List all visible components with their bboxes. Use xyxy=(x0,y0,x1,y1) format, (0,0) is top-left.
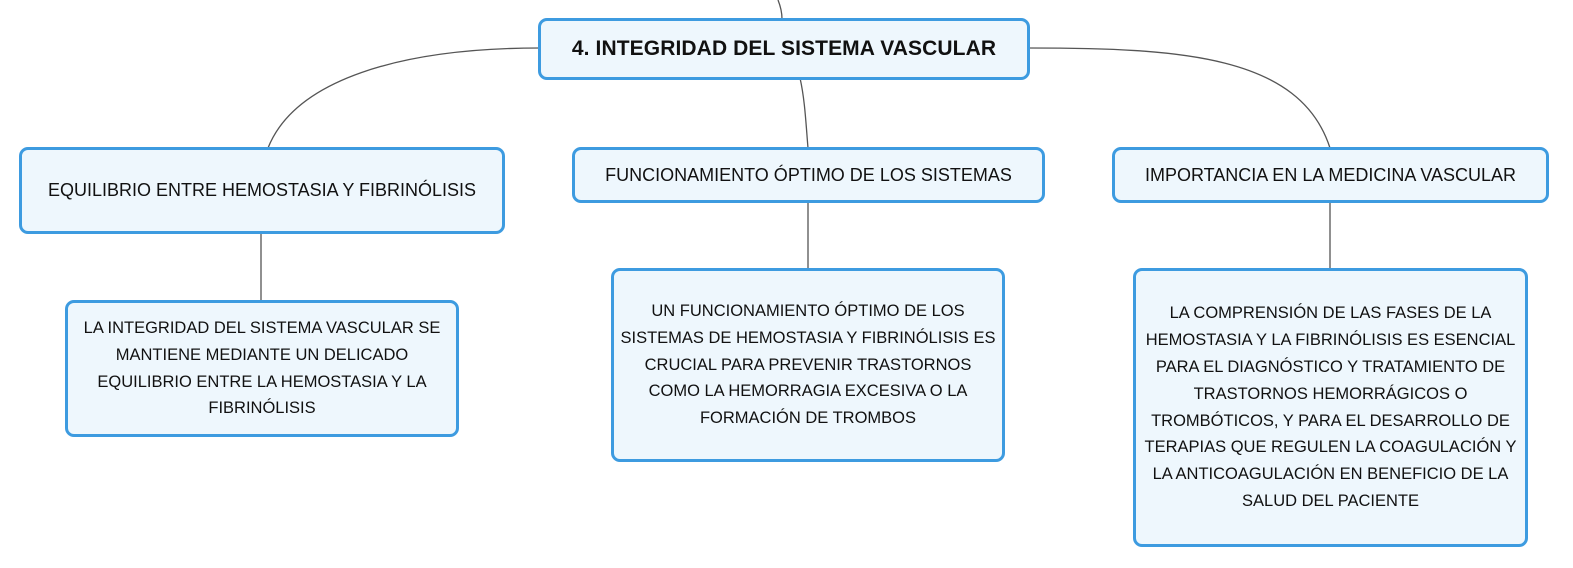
detail-funcionamiento-text: UN FUNCIONAMIENTO ÓPTIMO DE LOS SISTEMAS DE HEMOSTASIA Y FIBRINÓLISIS ES CRUCIAL PARA PREVENIR TRASTORNOS COMO LA HEMORRAGIA EXCESIVA O LA FORMACIÓN DE TROMBOS xyxy=(620,302,996,428)
detail-importancia[interactable] xyxy=(1133,268,1528,547)
central-topic-label: 4. INTEGRIDAD DEL SISTEMA VASCULAR xyxy=(571,37,997,60)
detail-equilibrio[interactable] xyxy=(65,300,459,437)
connector-parent-to-root xyxy=(778,0,782,19)
topic-equilibrio-label: EQUILIBRIO ENTRE HEMOSTASIA Y FIBRINÓLISIS xyxy=(47,180,477,200)
detail-importancia-text: LA COMPRENSIÓN DE LAS FASES DE LA HEMOSTASIA Y LA FIBRINÓLISIS ES ESENCIAL PARA EL DIAGNÓSTICO Y TRATAMIENTO DE TRASTORNOS HEMORRÁGICOS O TROMBÓTICOS, Y PARA EL DESARROLLO DE TERAPIAS QUE REGULEN LA COAGULACIÓN Y LA ANTICOAGULACIÓN EN BENEFICIO DE LA SALUD DEL PACIENTE xyxy=(1144,304,1517,510)
detail-equilibrio-text: LA INTEGRIDAD DEL SISTEMA VASCULAR SE MANTIENE MEDIANTE UN DELICADO EQUILIBRIO ENTRE LA HEMOSTASIA Y LA FIBRINÓLISIS xyxy=(83,318,441,418)
connector-root-to-funcionamiento xyxy=(800,78,808,148)
detail-funcionamiento[interactable] xyxy=(611,268,1005,462)
connector-root-to-equilibrio xyxy=(268,48,540,148)
connector-root-to-importancia xyxy=(1028,48,1330,148)
topic-equilibrio[interactable] xyxy=(19,147,505,234)
topic-funcionamiento[interactable] xyxy=(572,147,1045,203)
topic-importancia-label: IMPORTANCIA EN LA MEDICINA VASCULAR xyxy=(1144,164,1517,185)
topic-importancia[interactable] xyxy=(1112,147,1549,203)
central-topic[interactable] xyxy=(538,18,1030,80)
topic-funcionamiento-label: FUNCIONAMIENTO ÓPTIMO DE LOS SISTEMAS xyxy=(605,164,1012,185)
